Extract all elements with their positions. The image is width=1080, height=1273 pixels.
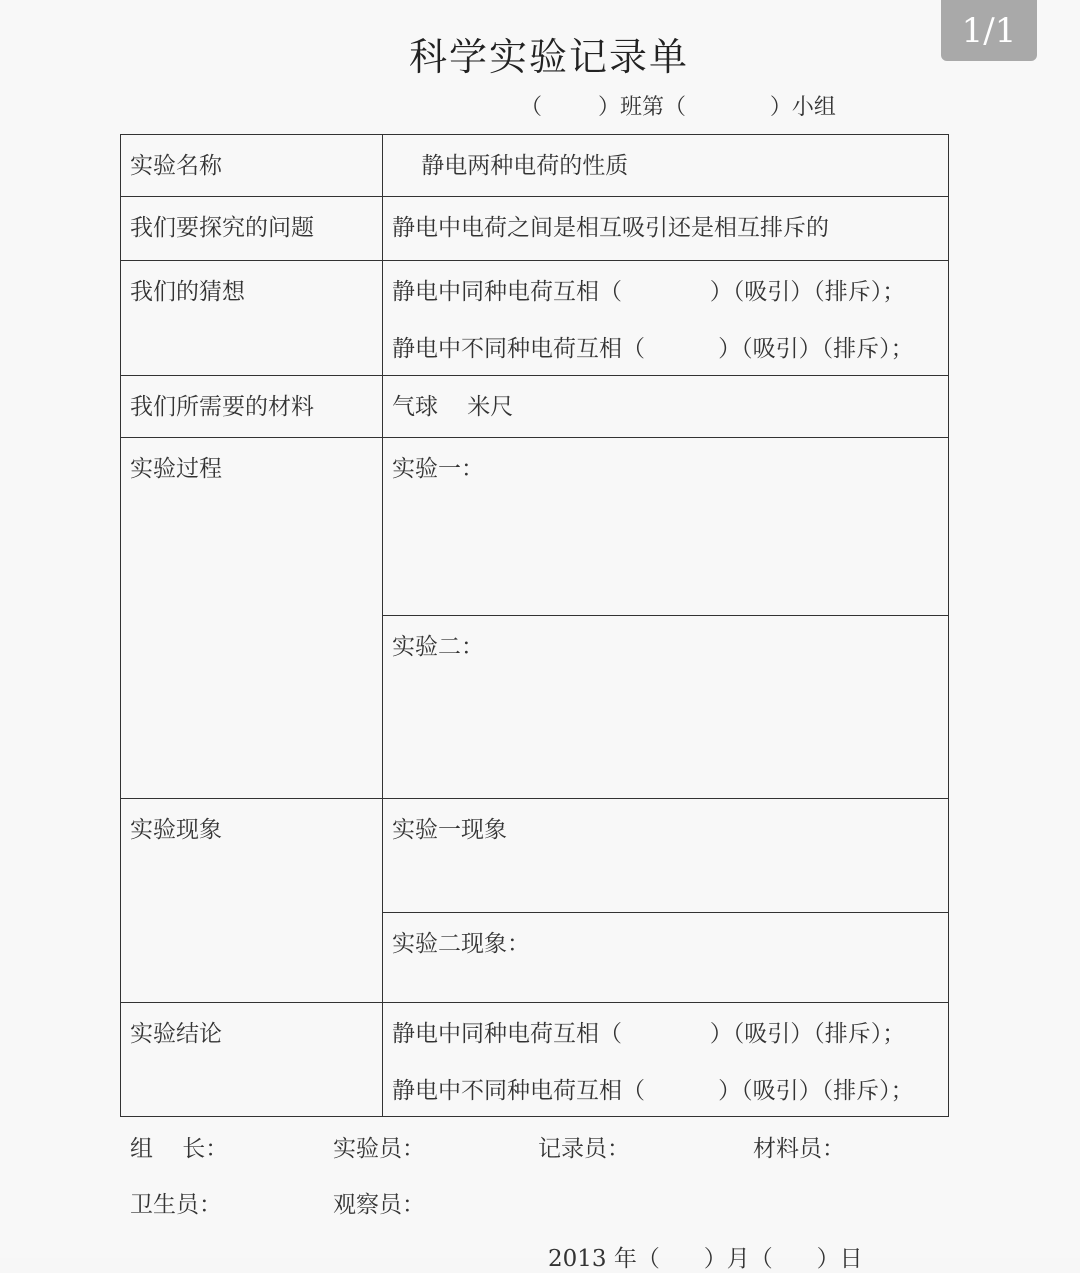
row-materials [121, 376, 949, 438]
label-cell [121, 799, 383, 1003]
hypothesis-line-1: 静电中同种电荷互相（ ）（吸引）（排斥）； [392, 279, 906, 305]
label-cell [121, 135, 383, 197]
record-table [120, 134, 949, 1117]
phenomena-experiment-1: 实验一现象 [392, 817, 507, 843]
experiment-name-value: 静电两种电荷的性质 [392, 153, 629, 179]
row-phenomena-experiment-1 [121, 799, 949, 913]
value-cell[interactable] [383, 376, 949, 438]
label-cell [121, 438, 383, 799]
process-experiment-2: 实验二： [392, 634, 484, 660]
value-cell[interactable] [383, 799, 949, 913]
row-label: 实验过程 [130, 456, 222, 482]
value-cell[interactable] [383, 135, 949, 197]
value-cell[interactable] [383, 261, 949, 376]
label-cell [121, 1003, 383, 1117]
row-label: 我们所需要的材料 [130, 394, 314, 420]
row-label: 实验结论 [130, 1021, 222, 1047]
phenomena-experiment-2: 实验二现象： [392, 931, 530, 957]
question-value: 静电中电荷之间是相互吸引还是相互排斥的 [392, 215, 829, 241]
role-materials: 材料员： [753, 1136, 845, 1162]
hypothesis-line-2: 静电中不同种电荷互相（ ）（吸引）（排斥）； [392, 336, 914, 362]
page-indicator-badge: 1/1 [941, 0, 1037, 61]
row-experiment-name [121, 135, 949, 197]
role-observer: 观察员： [333, 1192, 425, 1218]
conclusion-line-2: 静电中不同种电荷互相（ ）（吸引）（排斥）； [392, 1078, 914, 1104]
label-cell [121, 376, 383, 438]
role-leader: 组 长： [130, 1136, 229, 1162]
conclusion-line-1: 静电中同种电荷互相（ ）（吸引）（排斥）； [392, 1021, 906, 1047]
row-conclusion [121, 1003, 949, 1117]
row-hypothesis [121, 261, 949, 376]
row-label: 实验名称 [130, 153, 222, 179]
row-label: 实验现象 [130, 817, 222, 843]
value-cell[interactable] [383, 616, 949, 799]
materials-value: 气球 米尺 [392, 394, 514, 420]
label-cell [121, 261, 383, 376]
row-process-experiment-1 [121, 438, 949, 616]
date-line: 2013 年（ ）月（ ）日 [548, 1246, 863, 1272]
role-hygiene: 卫生员： [130, 1192, 222, 1218]
process-experiment-1: 实验一： [392, 456, 484, 482]
value-cell[interactable] [383, 1003, 949, 1117]
label-cell [121, 197, 383, 261]
row-label: 我们的猜想 [130, 279, 245, 305]
class-group-line: （ ）班第（ ）小组 [520, 95, 836, 120]
role-recorder: 记录员： [538, 1136, 630, 1162]
value-cell[interactable] [383, 438, 949, 616]
value-cell[interactable] [383, 913, 949, 1003]
role-experimenter: 实验员： [333, 1136, 425, 1162]
page-title: 科学实验记录单 [408, 35, 689, 79]
row-label: 我们要探究的问题 [130, 215, 314, 241]
row-question [121, 197, 949, 261]
value-cell[interactable] [383, 197, 949, 261]
